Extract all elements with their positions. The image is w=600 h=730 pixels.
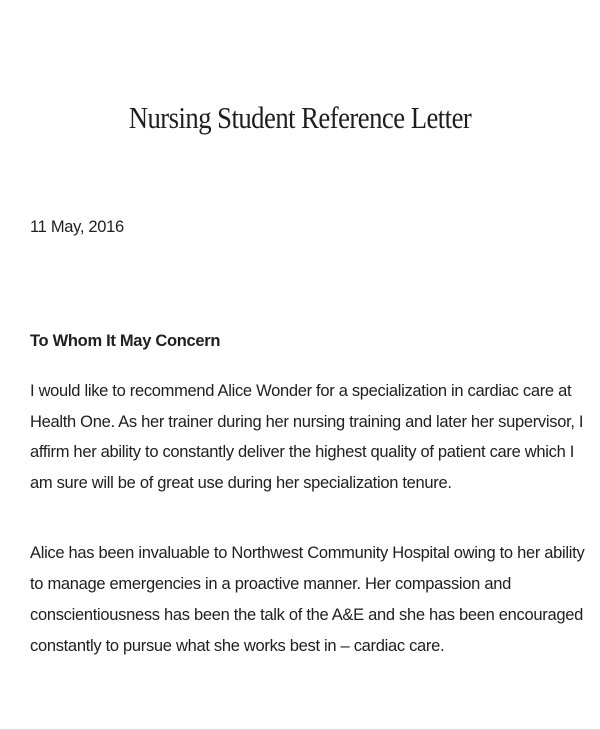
letter-paragraph-1: I would like to recommend Alice Wonder for a specialization in cardiac care at Health One. As her trainer during her nursing training and later her supervisor, I affirm her ability to constantly deliver the highest quality of patient care which I am sure will be of great use during her specialization tenure. bbox=[30, 382, 584, 492]
letter-paragraph-2: Alice has been invaluable to Northwest Community Hospital owing to her ability to manage emergencies in a proactive manner. Her compassion and conscientiousness has been the talk of the A&E and she has been encouraged constantly to pursue what she works best in – cardiac care. bbox=[30, 544, 585, 655]
letter-salutation: To Whom It May Concern bbox=[30, 332, 221, 350]
letter-date: 11 May, 2016 bbox=[30, 218, 124, 236]
letter-title: Nursing Student Reference Letter bbox=[128, 100, 472, 135]
